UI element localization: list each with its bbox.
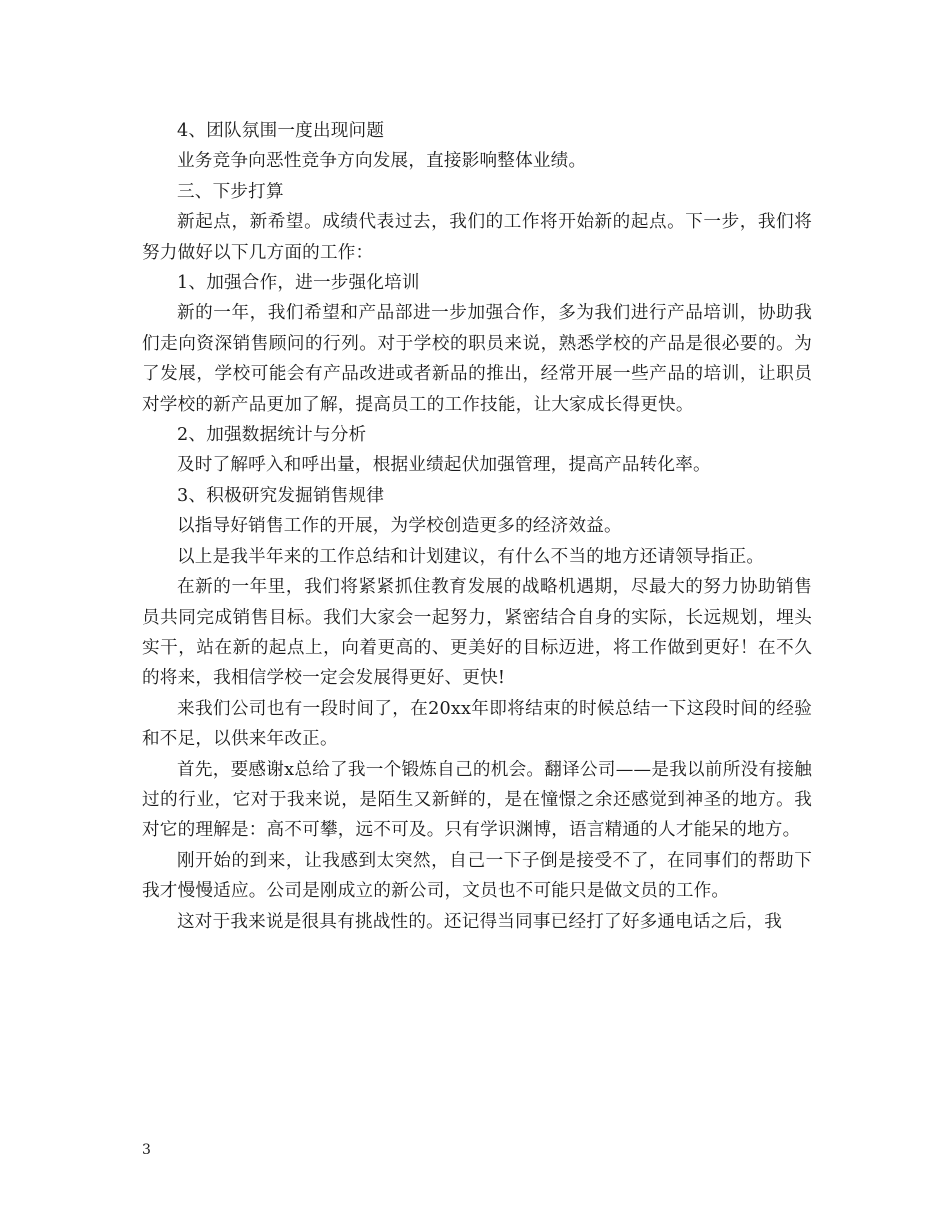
paragraph: 以指导好销售工作的开展，为学校创造更多的经济效益。	[177, 516, 622, 537]
paragraph: 业务竞争向恶性竞争方向发展，直接影响整体业绩。	[177, 151, 587, 172]
paragraph: 新的一年，我们希望和产品部进一步加强合作，多为我们进行产品培训，协助我们走向资深销售顾问的行列。对于学校的职员来说，熟悉学校的产品是很必要的。为了发展，学校可能会有产品改进或者新品的推出，经常开展一些产品的培训，让职员对学校的新产品更加了解，提高员工的工作技能，让大家成长得更快。	[142, 303, 812, 415]
subheading: 3、积极研究发掘销售规律	[177, 485, 385, 506]
subheading: 1、加强合作，进一步强化培训	[177, 273, 420, 294]
paragraph: 4、团队氛围一度出现问题	[177, 121, 385, 141]
page-number: 3	[142, 1142, 151, 1158]
paragraph: 刚开始的到来，让我感到太突然，自己一下子倒是接受不了，在同事们的帮助下我才慢慢适应。公司是刚成立的新公司，文员也不可能只是做文员的工作。	[142, 850, 812, 902]
paragraph: 在新的一年里，我们将紧紧抓住教育发展的战略机遇期，尽最大的努力协助销售员共同完成销售目标。我们大家会一起努力，紧密结合自身的实际，长远规划，埋头实干，站在新的起点上，向着更高的、更美好的目标迈进，将工作做到更好！在不久的将来，我相信学校一定会发展得更好、更快!	[142, 577, 812, 689]
subheading: 2、加强数据统计与分析	[177, 425, 367, 446]
section-heading: 三、下步打算	[177, 181, 284, 202]
paragraph: 新起点，新希望。成绩代表过去，我们的工作将开始新的起点。下一步，我们将努力做好以下几方面的工作：	[142, 212, 812, 263]
paragraph: 及时了解呼入和呼出量，根据业绩起伏加强管理，提高产品转化率。	[177, 455, 711, 476]
document-body	[142, 116, 812, 937]
paragraph: 首先，要感谢x总给了我一个锻炼自己的机会。翻译公司——是我以前所没有接触过的行业，它对于我来说，是陌生又新鲜的，是在憧憬之余还感觉到神圣的地方。我对它的理解是：高不可攀，远不可及。只有学识渊博，语言精通的人才能呆的地方。	[142, 759, 812, 841]
paragraph: 来我们公司也有一段时间了，在20xx年即将结束的时候总结一下这段时间的经验和不足，以供来年改正。	[142, 698, 812, 750]
paragraph: 这对于我来说是很具有挑战性的。还记得当同事已经打了好多通电话之后，我	[177, 911, 782, 932]
paragraph: 以上是我半年来的工作总结和计划建议，有什么不当的地方还请领导指正。	[177, 546, 765, 567]
